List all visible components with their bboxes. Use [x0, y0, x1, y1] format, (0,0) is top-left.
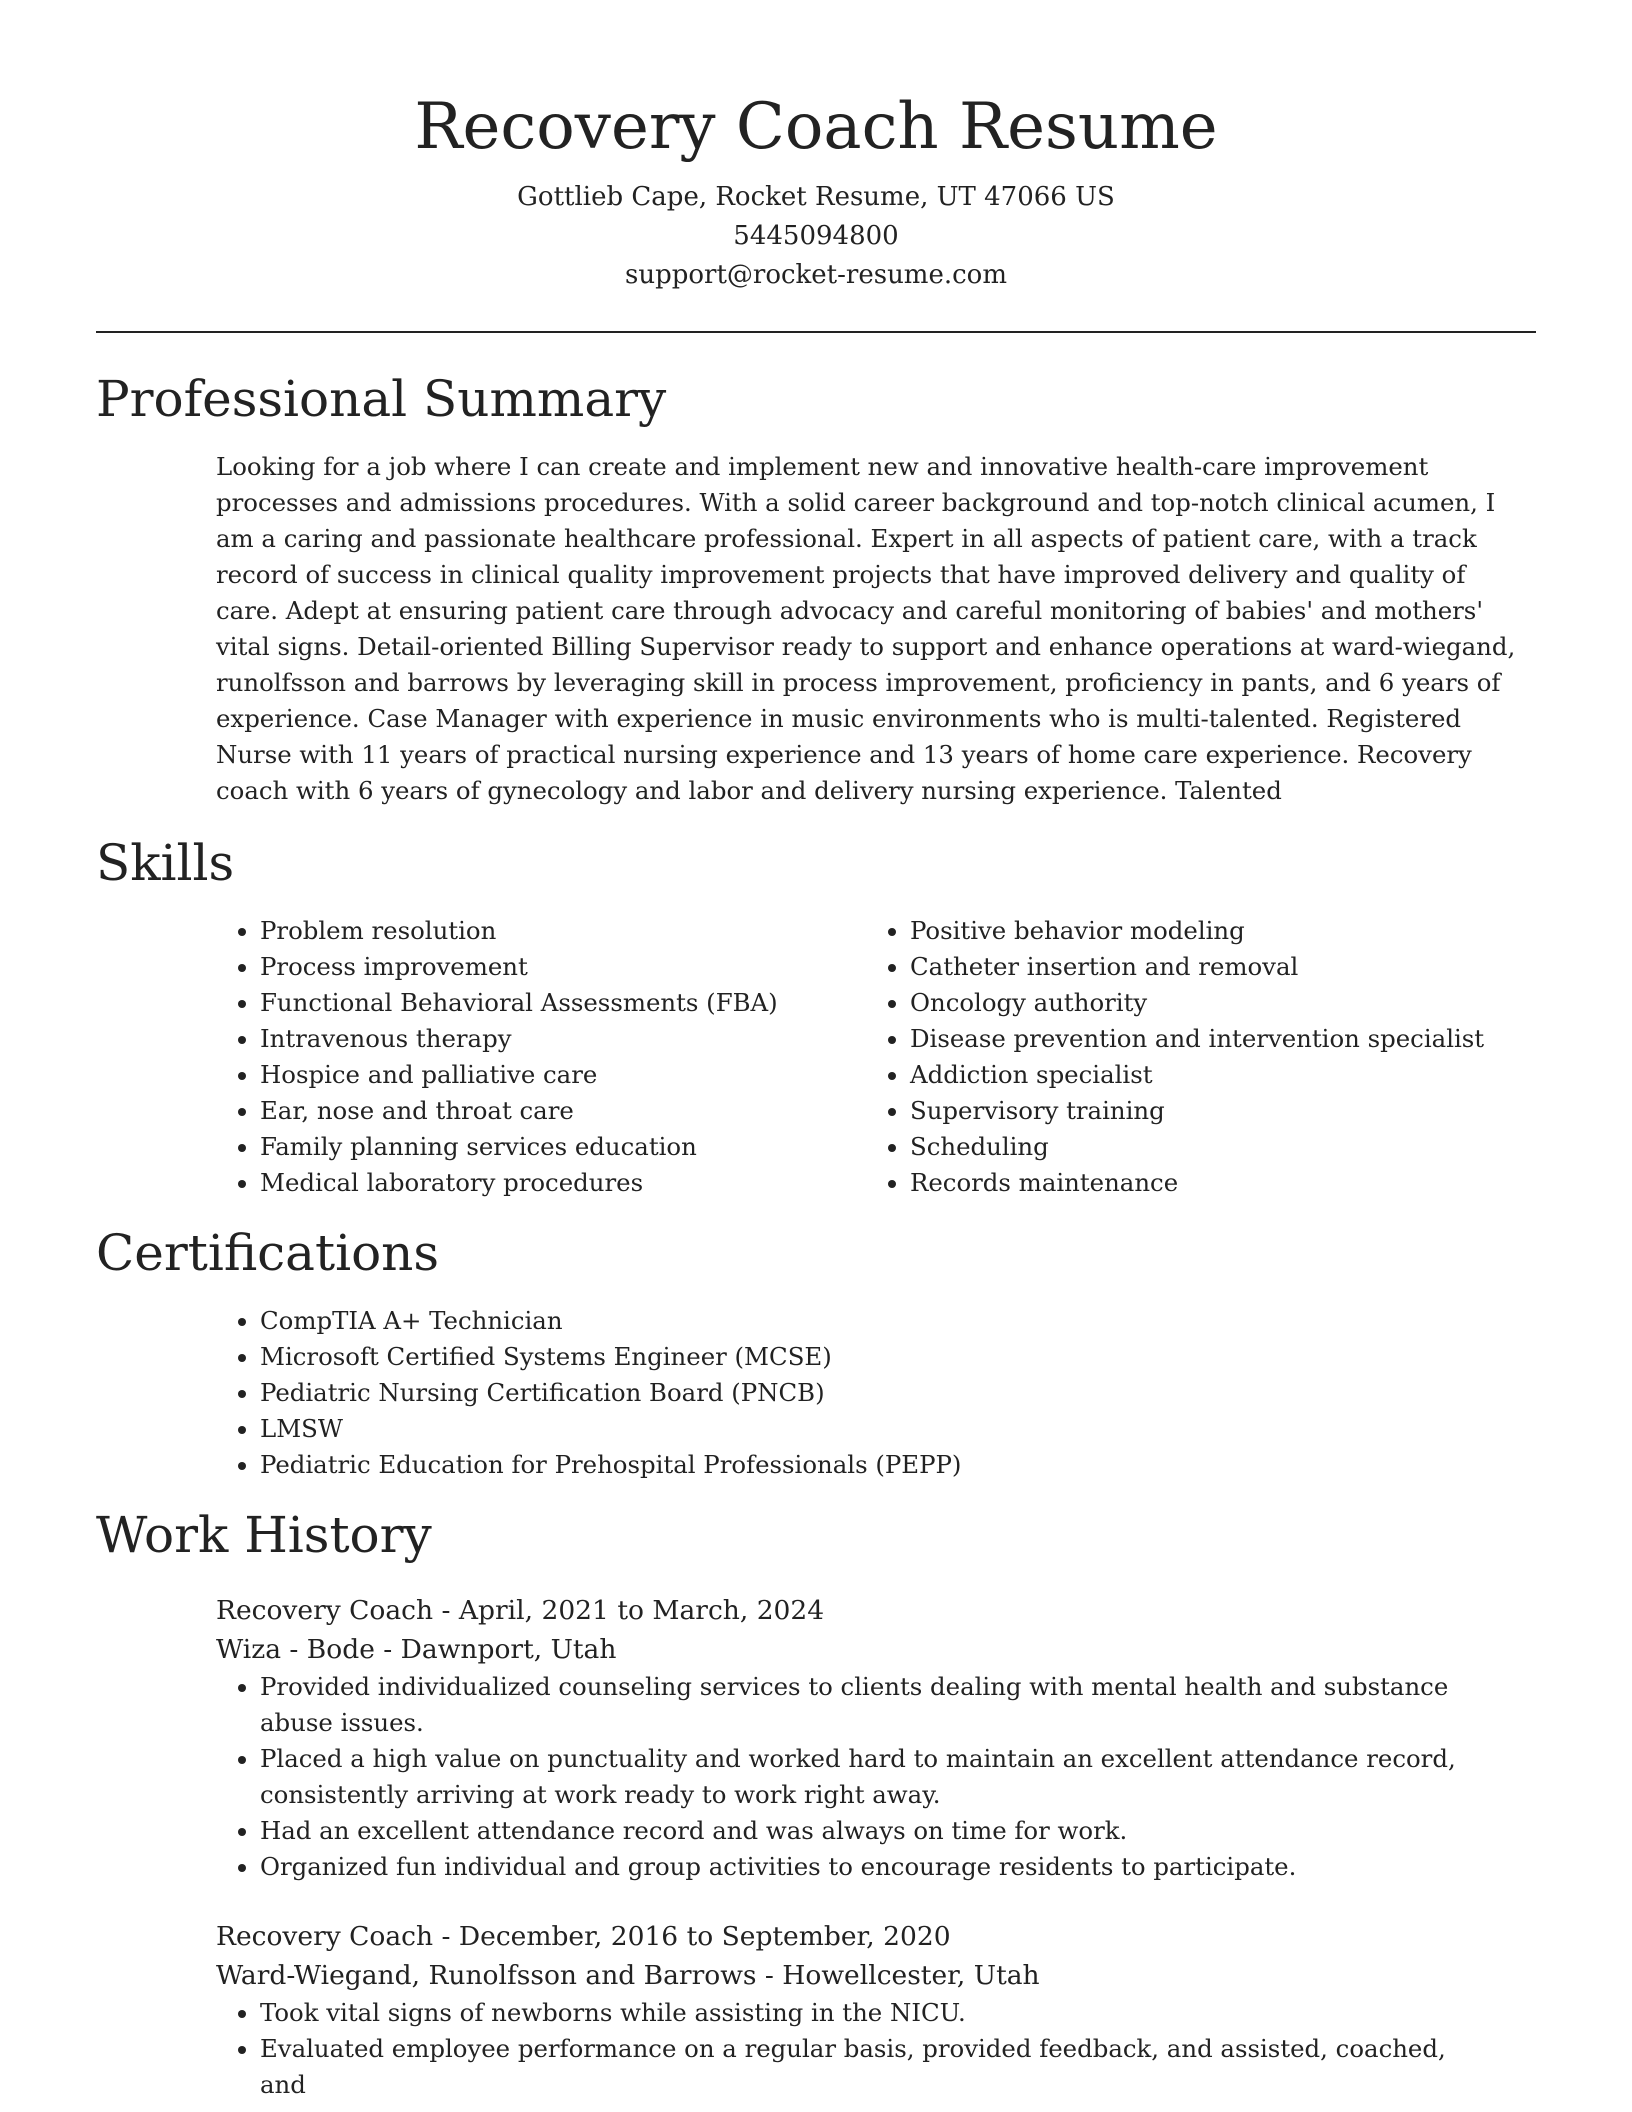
summary-heading: Professional Summary: [96, 370, 667, 428]
skill-item: • Catheter insertion and removal: [910, 949, 1516, 985]
skill-item: • Problem resolution: [260, 913, 866, 949]
skill-item: • Records maintenance: [910, 1165, 1516, 1201]
skill-item: • Family planning services education: [260, 1129, 866, 1165]
skill-item: • Hospice and palliative care: [260, 1057, 866, 1093]
header-divider: [96, 331, 1536, 333]
skill-item: • Supervisory training: [910, 1093, 1516, 1129]
skill-item: • Scheduling: [910, 1129, 1516, 1165]
job-company: Wiza - Bode - Dawnport, Utah: [216, 1634, 617, 1665]
job-duties: [216, 1669, 1516, 1885]
skills-column-left: [216, 913, 866, 1201]
resume-title: Recovery Coach Resume: [414, 90, 1218, 164]
contact-address: Gottlieb Cape, Rocket Resume, UT 47066 US: [517, 182, 1115, 212]
certification-item: • LMSW: [260, 1411, 1516, 1447]
job-duty: • Placed a high value on punctuality and worked hard to maintain an excellent attendance record, consistently arriving at work ready to work right away.: [260, 1741, 1516, 1813]
skill-item: • Functional Behavioral Assessments (FBA): [260, 985, 866, 1021]
contact-info: [96, 178, 1536, 295]
resume-page: [96, 0, 1536, 2103]
job-duty: • Evaluated employee performance on a regular basis, provided feedback, and assisted, coached, and: [260, 2031, 1516, 2103]
certifications-list: [216, 1303, 1516, 1483]
job-entry: [216, 1591, 1516, 1885]
skill-item: • Oncology authority: [910, 985, 1516, 1021]
skills-heading: Skills: [96, 834, 235, 892]
contact-email: support@rocket-resume.com: [624, 260, 1007, 290]
job-company: Ward-Wiegand, Runolfsson and Barrows - Howellcester, Utah: [216, 1960, 1040, 1991]
job-entry: [216, 1917, 1516, 2103]
contact-phone: 5445094800: [733, 221, 899, 251]
work-history-heading: Work History: [96, 1506, 432, 1564]
summary-text: Looking for a job where I can create and implement new and innovative health-care improvement processes and admissions procedures. With a solid career background and top-notch clinical acumen, I am a caring and passionate healthcare professional. Expert in all aspects of patient care, with a track record of success in clinical quality improvement projects that have improved delivery and quality of care. Adept at ensuring patient care through advocacy and careful monitoring of babies' and mothers' vital signs. Detail-oriented Billing Supervisor ready to support and enhance operations at ward-wiegand, runolfsson and barrows by leveraging skill in process improvement, proficiency in pants, and 6 years of experience. Case Manager with experience in music environments who is multi-talented. Registered Nurse with 11 years of practical nursing experience and 13 years of home care experience. Recovery coach with 6 years of gynecology and labor and delivery nursing experience. Talented: [216, 452, 1516, 805]
skills-list: [216, 913, 1536, 1201]
skill-item: • Disease prevention and intervention specialist: [910, 1021, 1516, 1057]
skill-item: • Process improvement: [260, 949, 866, 985]
skill-item: • Medical laboratory procedures: [260, 1165, 866, 1201]
job-duty: • Had an excellent attendance record and was always on time for work.: [260, 1813, 1516, 1849]
skill-item: • Positive behavior modeling: [910, 913, 1516, 949]
skill-item: • Ear, nose and throat care: [260, 1093, 866, 1129]
skill-item: • Intravenous therapy: [260, 1021, 866, 1057]
job-duty: • Took vital signs of newborns while assisting in the NICU.: [260, 1995, 1516, 2031]
job-duty: • Organized fun individual and group activities to encourage residents to participate.: [260, 1849, 1516, 1885]
job-duties: [216, 1995, 1516, 2103]
job-title: Recovery Coach - April, 2021 to March, 2024: [216, 1595, 825, 1626]
certifications-heading: Certifications: [96, 1224, 440, 1282]
certification-item: • Pediatric Nursing Certification Board (PNCB): [260, 1375, 1516, 1411]
certification-item: • CompTIA A+ Technician: [260, 1303, 1516, 1339]
job-duty: • Provided individualized counseling services to clients dealing with mental health and substance abuse issues.: [260, 1669, 1516, 1741]
certification-item: • Microsoft Certified Systems Engineer (MCSE): [260, 1339, 1516, 1375]
job-title: Recovery Coach - December, 2016 to September, 2020: [216, 1921, 951, 1952]
skill-item: • Addiction specialist: [910, 1057, 1516, 1093]
skills-column-right: [866, 913, 1516, 1201]
certification-item: • Pediatric Education for Prehospital Professionals (PEPP): [260, 1447, 1516, 1483]
